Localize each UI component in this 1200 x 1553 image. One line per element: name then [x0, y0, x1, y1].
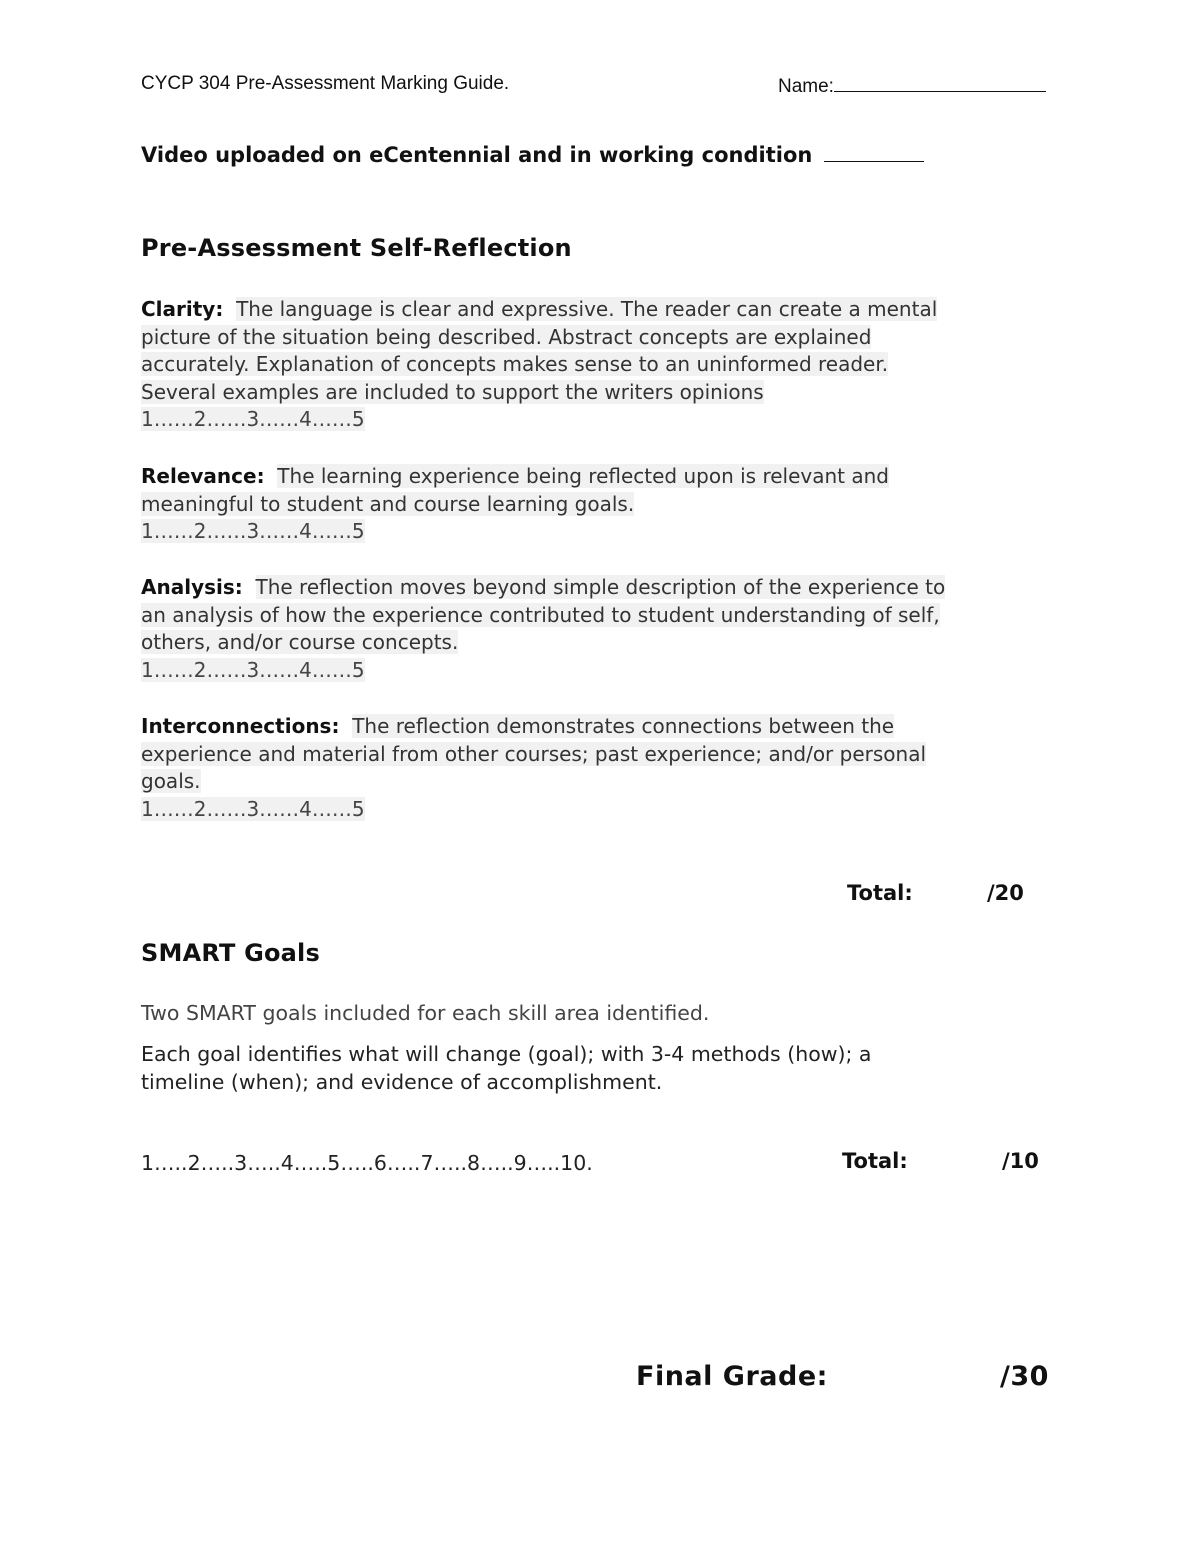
video-checkline [141, 143, 924, 167]
smart-goals-criteria [141, 1040, 1071, 1096]
criterion-line: meaningful to student and course learning goals. [141, 491, 635, 516]
criterion-clarity [141, 296, 1066, 434]
video-check-blank [824, 143, 924, 162]
final-grade-value: /30 [1000, 1361, 1049, 1392]
criterion-analysis [141, 574, 1066, 684]
criterion-label: Analysis: [141, 575, 243, 599]
criterion-line: goals. [141, 769, 201, 793]
criterion-label: Clarity: [141, 297, 224, 321]
criterion-line: The language is clear and expressive. The reader can create a mental [236, 297, 938, 321]
criterion-relevance [141, 463, 1066, 546]
criterion-line: others, and/or course concepts. [141, 630, 459, 654]
criterion-label: Interconnections: [141, 714, 340, 738]
rating-scale: 1……2……3……4……5 [141, 519, 365, 543]
smart-goals-criteria-line: Each goal identifies what will change (goal); with 3-4 methods (how); a [141, 1042, 872, 1066]
reflection-total-label: Total: [847, 881, 913, 905]
criterion-interconnections [141, 713, 1066, 823]
rating-scale: 1……2……3……4……5 [141, 407, 365, 431]
smart-goals-heading: SMART Goals [141, 939, 320, 967]
smart-total-label: Total: [842, 1149, 908, 1173]
smart-goals-scale: 1…..2…..3…..4…..5…..6…..7…..8…..9…..10. [141, 1151, 593, 1175]
final-grade-label: Final Grade: [636, 1361, 828, 1392]
rating-scale: 1……2……3……4……5 [141, 657, 365, 682]
criterion-line: The reflection demonstrates connections between the [352, 714, 895, 738]
criterion-line: an analysis of how the experience contributed to student understanding of self, [141, 602, 940, 627]
criterion-label: Relevance: [141, 464, 265, 488]
video-statement: Video uploaded on eCentennial and in working condition [141, 143, 813, 167]
name-field [778, 73, 1046, 98]
criterion-line: accurately. Explanation of concepts makes sense to an uninformed reader. [141, 352, 889, 376]
smart-total-value: /10 [1002, 1149, 1039, 1173]
criterion-line: picture of the situation being described. Abstract concepts are explained [141, 324, 872, 349]
rating-scale: 1……2……3……4……5 [141, 796, 365, 821]
self-reflection-heading: Pre-Assessment Self-Reflection [141, 234, 572, 262]
smart-goals-requirement: Two SMART goals included for each skill area identified. [141, 1001, 710, 1025]
reflection-total-value: /20 [987, 881, 1024, 905]
document-title: CYCP 304 Pre-Assessment Marking Guide. [141, 73, 510, 94]
name-blank [834, 73, 1046, 92]
criterion-line: Several examples are included to support the writers opinions [141, 379, 764, 404]
criterion-line: experience and material from other courses; past experience; and/or personal [141, 741, 926, 766]
criterion-line: The learning experience being reflected upon is relevant and [277, 464, 889, 488]
criterion-line: The reflection moves beyond simple description of the experience to [255, 575, 946, 599]
name-label: Name: [778, 76, 834, 97]
smart-goals-criteria-line: timeline (when); and evidence of accomplishment. [141, 1070, 663, 1094]
